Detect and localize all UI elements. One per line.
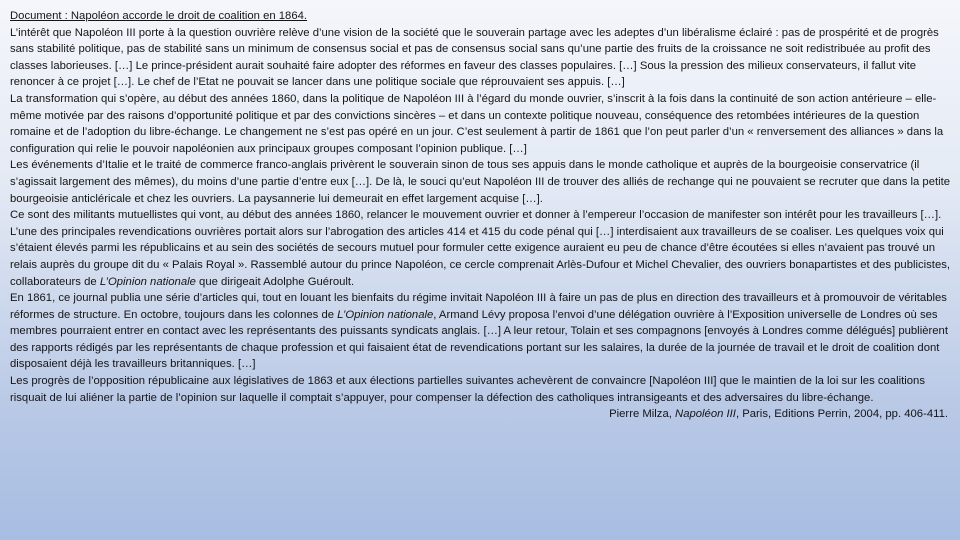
paragraph-4 bbox=[10, 207, 952, 290]
document-title: Document : Napoléon accorde le droit de coalition en 1864. bbox=[10, 10, 308, 22]
newspaper-title: L’Opinion nationale bbox=[99, 275, 196, 288]
paragraph-3: Les événements d’Italie et le traité de commerce franco-anglais privèrent le souverain sinon de tous ses appuis dans le monde catholique et auprès de la bourgeoisie conservatrice (il s’agissait largement des mêmes), du moins d’une partie d’entre eux […]. De là, le souci qu’eut Napoléon III de trouver des alliés de rechange qui ne pouvaient se recruter que dans la petite bourgeoisie anticléricale et chez les ouvriers. La paysannerie lui demeurait en effet largement acquise […]. bbox=[10, 159, 951, 205]
paragraph-4-end: que dirigeait Adolphe Guéroult. bbox=[195, 275, 355, 288]
source-publication: , Paris, Editions Perrin, 2004, pp. 406-411. bbox=[735, 408, 948, 421]
paragraph-6: Les progrès de l’opposition républicaine aux législatives de 1863 et aux élections partielles suivantes achevèrent de convaincre [Napoléon III] que le maintien de la loi sur les coalitions risquait de lui aliéner la partie de l’opinion sur laquelle il comptait s’appuyer, pour compenser la défection des catholiques intransigeants et des adversaires du libre-échange. bbox=[10, 375, 925, 404]
paragraph-5 bbox=[10, 290, 952, 373]
document-body bbox=[10, 8, 952, 423]
paragraph-2: La transformation qui s’opère, au début des années 1860, dans la politique de Napoléon III à l’égard du monde ouvrier, s’inscrit à la fois dans la continuité de son action antérieure – elle-même motivée par des raisons d’opportunité politique et par des convictions sincères – et dans un contexte politique nouveau, conséquence des retombées intérieures de la question romaine et de l’adoption du libre-échange. Le changement ne s’est pas opéré en un jour. C’est seulement à partir de 1861 que l’on peut parler d’un « renversement des alliances » dans la configuration qui relie le pouvoir napoléonien aux principaux groupes composant l’opinion publique. […] bbox=[10, 92, 944, 155]
source-book-title: Napoléon III bbox=[675, 408, 736, 421]
source-author: Pierre Milza, bbox=[609, 408, 676, 421]
paragraph-5-text: En 1861, ce journal publia une série d’articles qui, tout en louant les bienfaits du régime invitait Napoléon III à faire un pas de plus en direction des travailleurs et à promouvoir de véritables réformes de structure. En octobre, toujours dans les colonnes de bbox=[10, 292, 947, 321]
paragraph-5-end: , Armand Lévy proposa l’envoi d’une délégation ouvrière à l’Exposition universelle de Londres où ses membres pourraient entrer en contact avec les représentants des puissants syndicats anglais. […] A leur retour, Tolain et ses compagnons [envoyés à Londres comme délégués] publièrent des rapports rédigés par les représentants de chaque profession et qui faisaient état de revendications portant sur les salaires, la durée de la journée de travail et le droit de coalition dont disposaient déjà les travailleurs britanniques. […] bbox=[10, 308, 948, 371]
source-citation bbox=[10, 406, 952, 423]
paragraph-1: L’intérêt que Napoléon III porte à la question ouvrière relève d’une vision de la société que le souverain partage avec les adeptes d’un libéralisme éclairé : pas de prospérité et de progrès sans stabilité politique, pas de stabilité sans un minimum de consensus social et pas de consensus social sans qu’une partie des fruits de la croissance ne soit redistribuée au profit des classes laborieuses. […] Le prince-président aurait souhaité faire adopter des réformes en faveur des classes populaires. […] Sous la pression des milieux conservateurs, il fallut vite renoncer à ce projet […]. Le chef de l’Etat ne pouvait se lancer dans une politique sociale que réprouvaient ses appuis. […] bbox=[10, 26, 939, 89]
newspaper-title: L’Opinion nationale bbox=[337, 308, 434, 321]
paragraph-4-text: Ce sont des militants mutuellistes qui vont, au début des années 1860, relancer le mouvement ouvrier et donner à l’empereur l’occasion de manifester son intérêt pour les travailleurs […]. L’une des principales revendications ouvrières portait alors sur l’abrogation des articles 414 et 415 du code pénal qui […] interdisaient aux travailleurs de se coaliser. Les quelques voix qui s’étaient élevés parmi les républicains et au sein des sociétés de secours mutuel pour formuler cette exigence auraient eu peu de chance d’être écoutées si elles n’avaient pas trouvé un relais auprès du groupe dit du « Palais Royal ». Rassemblé autour du prince Napoléon, ce cercle comprenait Arlès-Dufour et Michel Chevalier, des ouvriers bonapartistes et des publicistes, collaborateurs de bbox=[10, 209, 951, 288]
